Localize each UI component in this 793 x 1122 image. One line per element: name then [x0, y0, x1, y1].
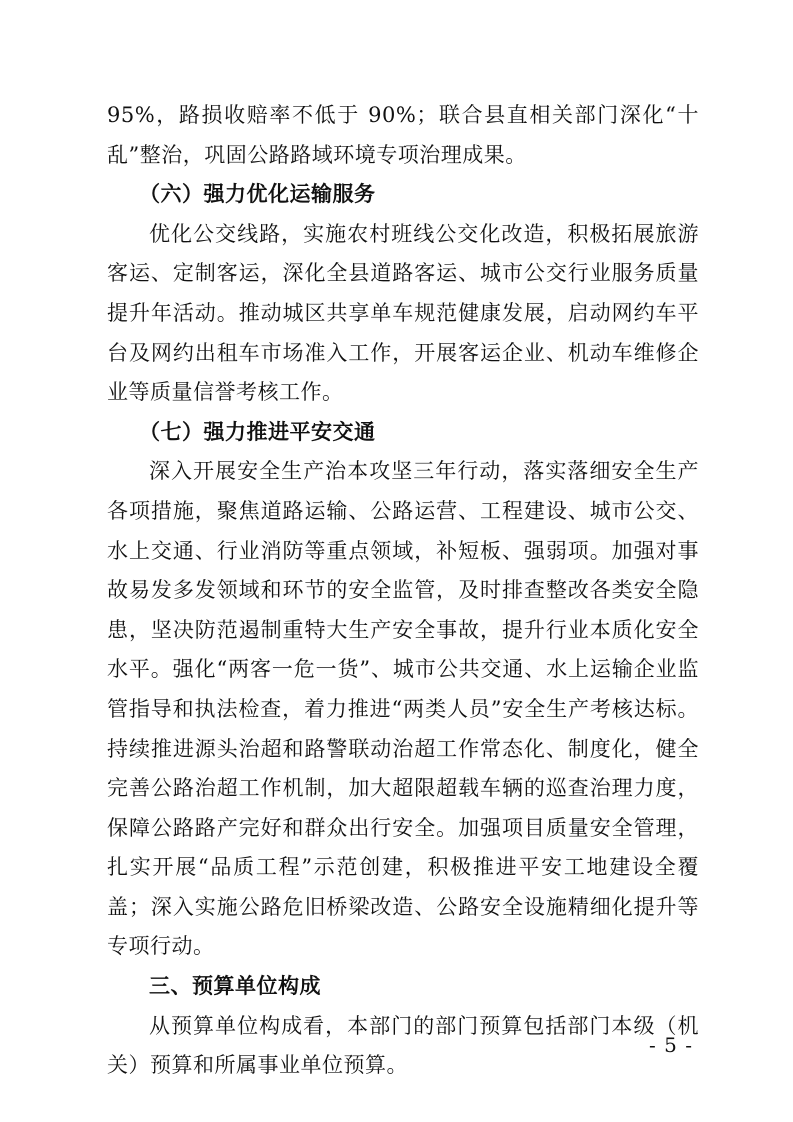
paragraph-budget-unit-composition: 从预算单位构成看，本部门的部门预算包括部门本级（机关）预算和所属事业单位预算。	[107, 1013, 699, 1078]
heading-optimize-transport-service: （六）强力优化运输服务	[139, 182, 376, 207]
paragraph-transport-service: 优化公交线路，实施农村班线公交化改造，积极拓展旅游客运、定制客运，深化全县道路客运、城市公交行业服务质量提升年活动。推动城区共享单车规范健康发展，启动网约车平台及网约出租车市场准入工作，开展客运企业、机动车维修企业等质量信誉考核工作。	[107, 221, 699, 405]
page-number: - 5 -	[649, 1033, 693, 1057]
heading-budget-unit-composition: 三、预算单位构成	[149, 974, 321, 999]
paragraph-safe-traffic: 深入开展安全生产治本攻坚三年行动，落实落细安全生产各项措施，聚焦道路运输、公路运营、工程建设、城市公交、水上交通、行业消防等重点领域，补短板、强弱项。加强对事故易发多发领域和环节的安全监管，及时排查整改各类安全隐患，坚决防范遏制重特大生产安全事故，提升行业本质化安全水平。强化“两客一危一货”、城市公共交通、水上运输企业监管指导和执法检查，着力推进“两类人员”安全生产考核达标。持续推进源头治超和路警联动治超工作常态化、制度化，健全完善公路治超工作机制，加大超限超载车辆的巡查治理力度，保障公路路产完好和群众出行安全。加强项目质量安全管理，扎实开展“品质工程”示范创建，积极推进平安工地建设全覆盖；深入实施公路危旧桥梁改造、公路安全设施精细化提升等专项行动。	[107, 459, 699, 959]
heading-safe-traffic: （七）强力推进平安交通	[139, 419, 376, 444]
paragraph-road-damage-compensation: 95%，路损收赔率不低于 90%；联合县直相关部门深化“十乱”整治，巩固公路路域环境专项治理成果。	[107, 103, 699, 167]
document-body	[107, 96, 699, 1086]
